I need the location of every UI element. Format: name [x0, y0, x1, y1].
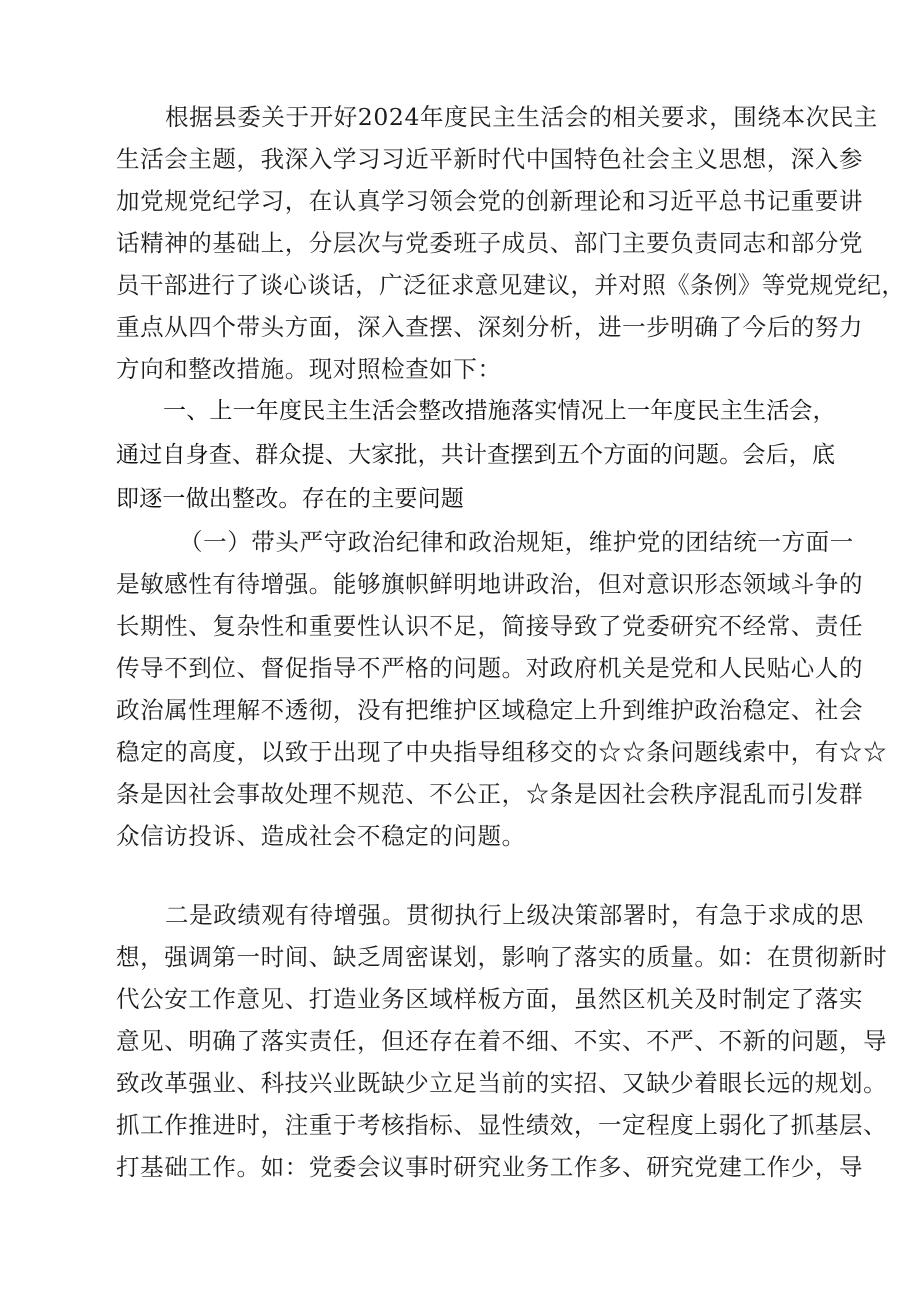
section-heading-line-2: 通过自身查、群众提、大家批，共计查摆到五个方面的问题。会后，底 — [116, 442, 836, 468]
section1-line-8: 众信访投诉、造成社会不稳定的问题。 — [116, 822, 526, 850]
section1-line-2: 是敏感性有待增强。能够旗帜鲜明地讲政治，但对意识形态领域斗争的 — [116, 570, 864, 598]
section2-line-7: 打基础工作。如：党委会议事时研究业务工作多、研究党建工作少，导 — [116, 1153, 864, 1181]
section1-line-1: （一）带头严守政治纪律和政治规矩，维护党的团结统一方面一 — [179, 528, 854, 556]
intro-line-6: 重点从四个带头方面，深入查摆、深刻分析，进一步明确了今后的努力 — [116, 313, 864, 341]
section1-line-5: 政治属性理解不透彻，没有把维护区域稳定上升到维护政治稳定、社会 — [116, 696, 864, 724]
section1-line-6: 稳定的高度，以致于出现了中央指导组移交的☆☆条问题线索中，有☆☆ — [116, 738, 888, 766]
section-heading-line-3: 即逐一做出整改。存在的主要问题 — [116, 486, 464, 512]
section1-line-4: 传导不到位、督促指导不严格的问题。对政府机关是党和人民贴心人的 — [116, 654, 864, 682]
intro-line-3: 加党规党纪学习，在认真学习领会党的创新理论和习近平总书记重要讲 — [116, 187, 864, 215]
intro-line-2: 生活会主题，我深入学习习近平新时代中国特色社会主义思想，深入参 — [116, 145, 864, 173]
section2-line-2: 想，强调第一时间、缺乏周密谋划，影响了落实的质量。如：在贯彻新时 — [116, 943, 888, 971]
section1-line-7: 条是因社会事故处理不规范、不公正，☆条是因社会秩序混乱而引发群 — [116, 780, 864, 808]
section2-line-3: 代公安工作意见、打造业务区域样板方面，虽然区机关及时制定了落实 — [116, 985, 864, 1013]
section1-line-3: 长期性、复杂性和重要性认识不足，简接导致了党委研究不经常、责任 — [116, 612, 864, 640]
intro-line-1: 根据县委关于开好2024年度民主生活会的相关要求，围绕本次民主 — [165, 103, 878, 131]
section2-line-1: 二是政绩观有待增强。贯彻执行上级决策部署时，有急于求成的思 — [165, 901, 864, 929]
section-heading-line-1: 一、上一年度民主生活会整改措施落实情况上一年度民主生活会， — [163, 398, 836, 424]
section2-line-4: 意见、明确了落实责任，但还存在着不细、不实、不严、不新的问题，导 — [116, 1027, 888, 1055]
intro-line-7: 方向和整改措施。现对照检查如下： — [116, 355, 502, 383]
section2-line-5: 致改革强业、科技兴业既缺少立足当前的实招、又缺少着眼长远的规划。 — [116, 1069, 888, 1097]
intro-line-5: 员干部进行了谈心谈话，广泛征求意见建议，并对照《条例》等党规党纪， — [116, 271, 906, 299]
section2-line-6: 抓工作推进时，注重于考核指标、显性绩效，一定程度上弱化了抓基层、 — [116, 1111, 888, 1139]
intro-line-4: 话精神的基础上，分层次与党委班子成员、部门主要负责同志和部分党 — [116, 229, 864, 257]
